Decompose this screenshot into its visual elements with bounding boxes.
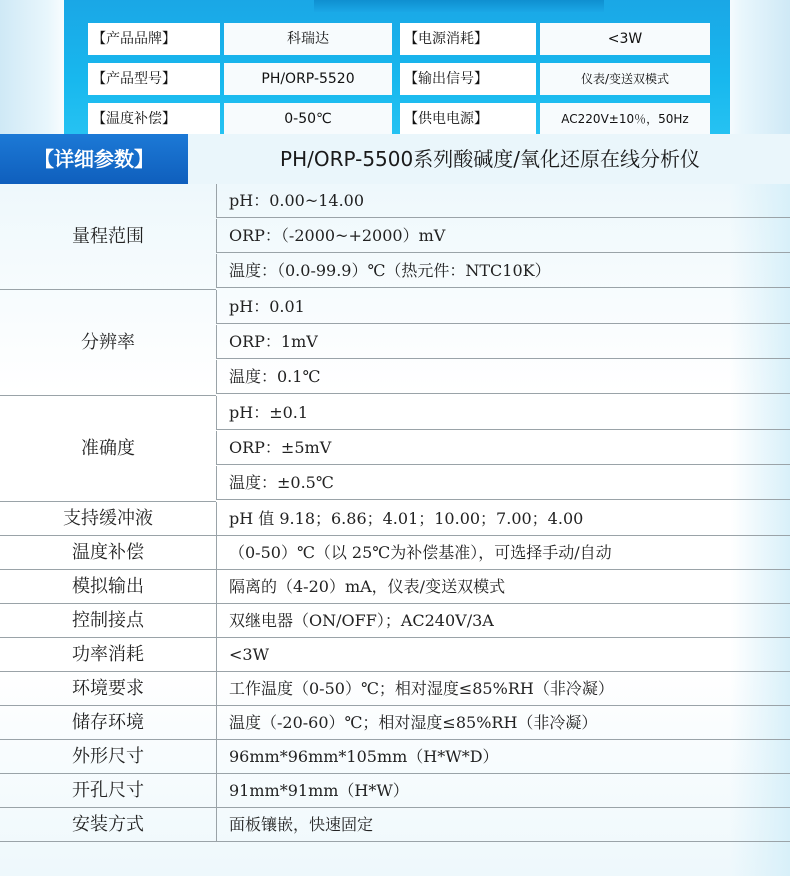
spec-label-brand: 【产品品牌】 (88, 23, 220, 55)
spec-value-power-consumption: <3W (540, 23, 710, 55)
row-value-analog-output: 隔离的（4-20）mA，仪表/变送双模式 (216, 570, 790, 604)
spec-label-power-consumption: 【电源消耗】 (400, 23, 536, 55)
top-glow (314, 0, 604, 12)
spec-value-temp-compensation: 0-50℃ (224, 103, 392, 135)
top-spec-row (88, 63, 710, 95)
row-label-analog-output: 模拟输出 (0, 570, 216, 604)
row-label-cutout: 开孔尺寸 (0, 774, 216, 808)
spec-value-brand: 科瑞达 (224, 23, 392, 55)
row-label-temp-compensation: 温度补偿 (0, 536, 216, 570)
row-value-dimensions: 96mm*96mm*105mm（H*W*D） (216, 740, 790, 774)
spec-label-output-signal: 【输出信号】 (400, 63, 536, 95)
row-label-storage: 储存环境 (0, 706, 216, 740)
detail-header-tag: 【详细参数】 (0, 134, 188, 184)
group-label-resolution: 分辨率 (0, 290, 216, 396)
spec-label-temp-compensation: 【温度补偿】 (88, 103, 220, 135)
spec-label-power-supply: 【供电电源】 (400, 103, 536, 135)
resolution-ph: pH：0.01 (216, 290, 790, 324)
resolution-temp: 温度：0.1℃ (216, 360, 790, 394)
top-spec-card (0, 0, 790, 134)
resolution-orp: ORP：1mV (216, 325, 790, 359)
detail-header (0, 134, 790, 184)
group-label-accuracy: 准确度 (0, 396, 216, 502)
row-label-power-consumption: 功率消耗 (0, 638, 216, 672)
row-value-cutout: 91mm*91mm（H*W） (216, 774, 790, 808)
row-value-environment: 工作温度（0-50）℃；相对湿度≤85%RH（非冷凝） (216, 672, 790, 706)
accuracy-temp: 温度：±0.5℃ (216, 466, 790, 500)
range-orp: ORP：（-2000~+2000）mV (216, 219, 790, 253)
row-label-buffer: 支持缓冲液 (0, 502, 216, 536)
top-spec-row (88, 103, 710, 135)
spec-table (0, 184, 790, 876)
row-value-control-contact: 双继电器（ON/OFF）；AC240V/3A (216, 604, 790, 638)
accuracy-ph: pH：±0.1 (216, 396, 790, 430)
row-value-power-consumption: <3W (216, 638, 790, 672)
spec-label-model: 【产品型号】 (88, 63, 220, 95)
row-value-temp-compensation: （0-50）℃（以 25℃为补偿基准），可选择手动/自动 (216, 536, 790, 570)
range-temp: 温度：（0.0-99.9）℃（热元件：NTC10K） (216, 254, 790, 288)
spec-value-power-supply: AC220V±10％，50Hz (540, 103, 710, 135)
row-value-storage: 温度（-20-60）℃；相对湿度≤85%RH（非冷凝） (216, 706, 790, 740)
row-label-environment: 环境要求 (0, 672, 216, 706)
row-value-installation: 面板镶嵌，快速固定 (216, 808, 790, 842)
spec-value-model: PH/ORP-5520 (224, 63, 392, 95)
row-label-installation: 安装方式 (0, 808, 216, 842)
range-ph: pH：0.00~14.00 (216, 184, 790, 218)
detail-header-title: PH/ORP-5500系列酸碱度/氧化还原在线分析仪 (280, 147, 700, 171)
row-label-control-contact: 控制接点 (0, 604, 216, 638)
spec-value-output-signal: 仪表/变送双模式 (540, 63, 710, 95)
accuracy-orp: ORP：±5mV (216, 431, 790, 465)
group-label-range: 量程范围 (0, 184, 216, 290)
top-spec-row (88, 23, 710, 55)
row-value-buffer: pH 值 9.18；6.86；4.01；10.00；7.00；4.00 (216, 502, 790, 536)
row-label-dimensions: 外形尺寸 (0, 740, 216, 774)
